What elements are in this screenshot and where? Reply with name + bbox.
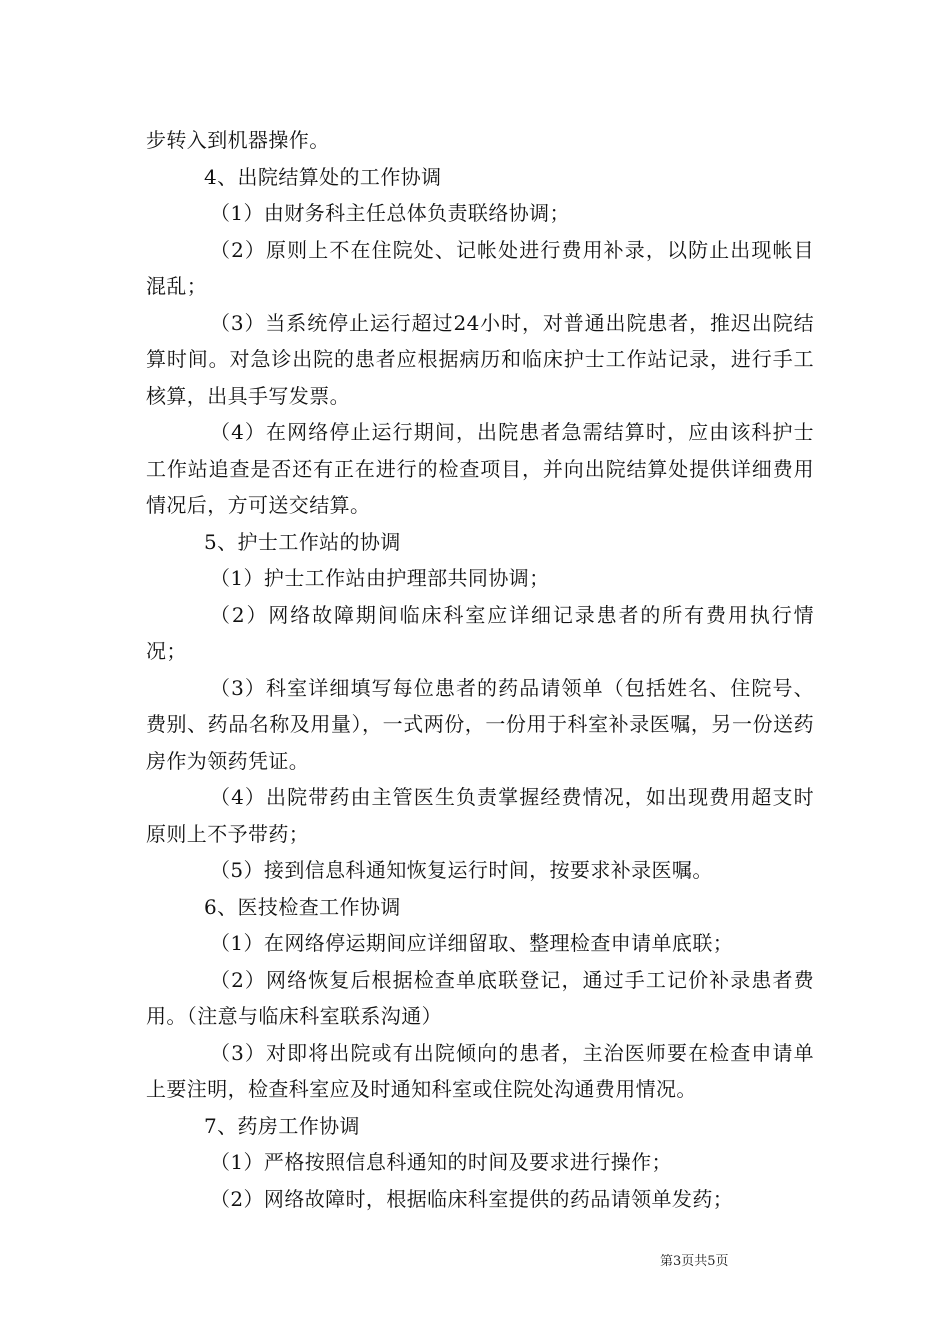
paragraph: （2）网络恢复后根据检查单底联登记，通过手工记价补录患者费用。（注意与临床科室联系沟通） bbox=[146, 967, 814, 1028]
section-heading: 5、护士工作站的协调 bbox=[204, 529, 401, 554]
paragraph: 步转入到机器操作。 bbox=[146, 128, 330, 152]
paragraph: （1）在网络停运期间应详细留取、整理检查申请单底联； bbox=[210, 931, 734, 955]
paragraph: （3）对即将出院或有出院倾向的患者，主治医师要在检查申请单上要注明，检查科室应及时通知科室或住院处沟通费用情况。 bbox=[146, 1040, 814, 1101]
section-heading: 6、医技检查工作协调 bbox=[204, 894, 401, 919]
paragraph: （5）接到信息科通知恢复运行时间，按要求补录医嘱。 bbox=[210, 858, 713, 882]
paragraph: （3）当系统停止运行超过24小时，对普通出院患者，推迟出院结算时间。对急诊出院的患者应根据病历和临床护士工作站记录，进行手工核算，出具手写发票。 bbox=[146, 310, 814, 408]
page-number: 第3页共5页 bbox=[660, 1254, 729, 1269]
paragraph: （4）在网络停止运行期间，出院患者急需结算时，应由该科护士工作站追查是否还有正在进行的检查项目，并向出院结算处提供详细费用情况后，方可送交结算。 bbox=[146, 420, 814, 517]
section-heading: 7、药房工作协调 bbox=[204, 1113, 360, 1138]
document-body bbox=[146, 122, 814, 1217]
paragraph: （1）严格按照信息科通知的时间及要求进行操作； bbox=[210, 1150, 672, 1174]
paragraph: （2）网络故障期间临床科室应详细记录患者的所有费用执行情况； bbox=[146, 602, 814, 663]
paragraph: （4）出院带药由主管医生负责掌握经费情况，如出现费用超支时原则上不予带药； bbox=[146, 785, 814, 846]
paragraph: （2）网络故障时，根据临床科室提供的药品请领单发药； bbox=[210, 1186, 734, 1211]
section-heading: 4、出院结算处的工作协调 bbox=[204, 164, 442, 189]
paragraph: （1）护士工作站由护理部共同协调； bbox=[210, 566, 550, 590]
paragraph: （2）原则上不在住院处、记帐处进行费用补录，以防止出现帐目混乱； bbox=[146, 237, 814, 298]
paragraph: （1）由财务科主任总体负责联络协调； bbox=[210, 201, 570, 225]
paragraph: （3）科室详细填写每位患者的药品请领单（包括姓名、住院号、费别、药品名称及用量），一式两份，一份用于科室补录医嘱，另一份送药房作为领药凭证。 bbox=[146, 675, 814, 773]
